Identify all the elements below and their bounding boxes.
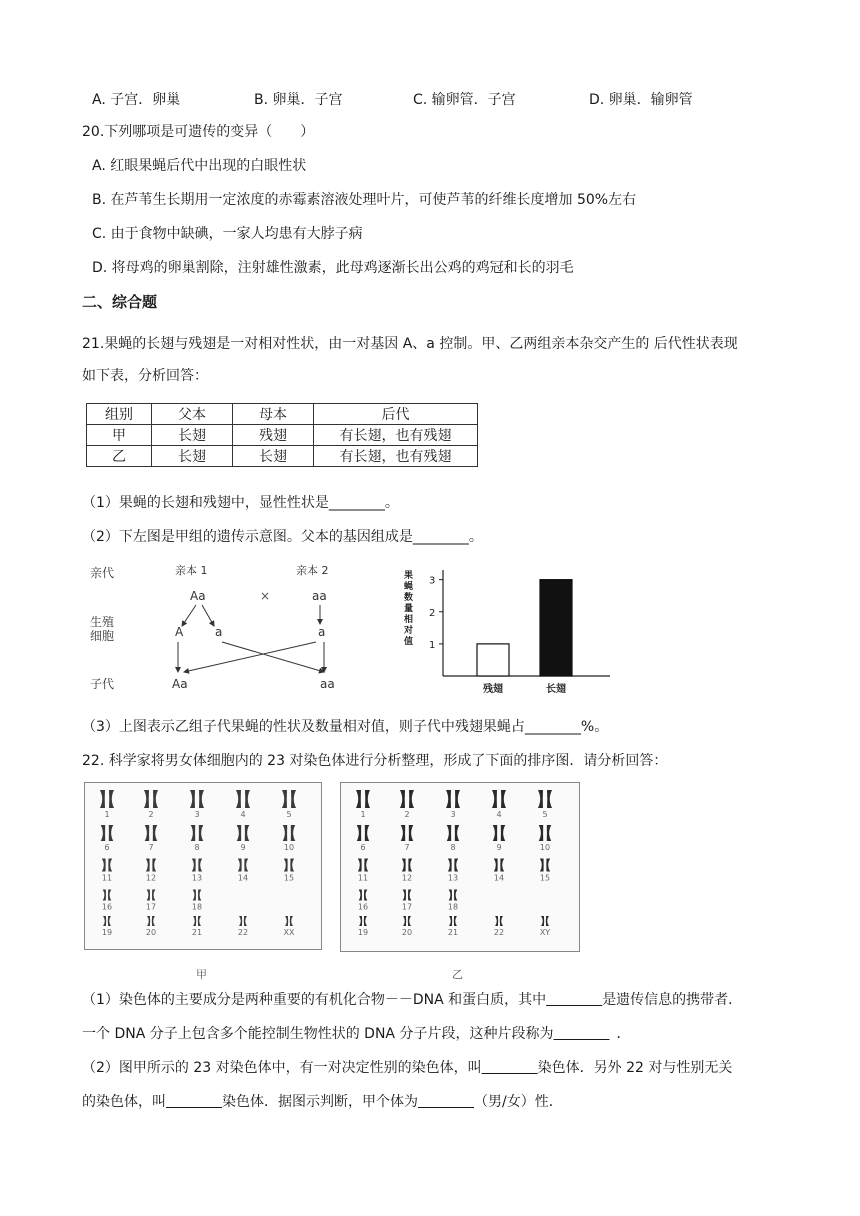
q20-option-b: B. 在芦苇生长期用一定浓度的赤霉素溶液处理叶片，可使芦苇的纤维长度增加 50%左右	[92, 192, 637, 208]
q22-sub1-line1	[82, 990, 742, 1010]
q20-option-a: A. 红眼果蝇后代中出现的白眼性状	[92, 158, 307, 174]
chromosome-pair	[236, 790, 250, 808]
chromosome-pair	[100, 790, 114, 808]
q22-sub2-text-b: 染色体．另外 22 对与性别无关	[537, 1060, 733, 1076]
table-header-row	[87, 404, 478, 425]
chromosome-pair	[402, 859, 412, 872]
gamete-a-1: a	[215, 625, 223, 639]
chromosome-label: 16	[101, 902, 113, 912]
chromosome-pair	[146, 859, 156, 872]
chart-ylabel-char: 果	[404, 571, 414, 581]
chromosome-pair	[193, 890, 202, 901]
chromosome-pair	[282, 790, 296, 808]
table-header-cell: 组别	[87, 404, 152, 425]
chromosome-label: 18	[447, 902, 459, 912]
q22-stem: 22. 科学家将男女体细胞内的 23 对染色体进行分析整理，形成了下面的排序图．请分析回答：	[82, 753, 668, 769]
chromosome-pair	[103, 916, 111, 926]
chromosome-label: 21	[447, 928, 459, 937]
q22-sub2-text-e: （男/女）性．	[474, 1094, 563, 1110]
chromosome-pair	[492, 790, 506, 808]
chromosome-pair	[239, 916, 247, 926]
table-cell: 有长翅，也有残翅	[314, 446, 478, 467]
table-header-cell: 后代	[314, 404, 478, 425]
answer-blank[interactable]	[482, 1060, 538, 1076]
chromosome-pair	[538, 790, 552, 808]
chromosome-pair	[401, 825, 414, 841]
chart-ylabel-char: 量	[404, 604, 414, 614]
chromosome-label: 10	[283, 843, 295, 852]
section-heading: 二、综合题	[82, 293, 158, 311]
chart-ylabel-char: 相	[404, 615, 414, 625]
chromosome-pair	[283, 825, 296, 841]
chromosome-label: 3	[194, 810, 200, 819]
chromosome-label: 13	[447, 873, 459, 883]
q22-sub2-text-d: 染色体．据图示判断，甲个体为	[222, 1094, 418, 1110]
x-category-label: 长翅	[546, 684, 566, 695]
chromosome-label: 18	[191, 902, 203, 912]
chromosome-label: 5	[542, 810, 548, 819]
chart-ylabel-char: 蝇	[404, 582, 414, 592]
chromosome-pair	[285, 916, 293, 926]
chromosome-label: 21	[191, 928, 203, 937]
chromosome-label: 10	[539, 843, 551, 852]
q19-option-a: A. 子宫．卵巢	[92, 92, 181, 108]
chromosome-pair	[446, 790, 460, 808]
gamete-A: A	[175, 625, 184, 639]
answer-blank[interactable]	[553, 1026, 609, 1042]
karyotype-female	[84, 782, 322, 950]
chromosome-label: 2	[404, 810, 410, 819]
chromosome-pair	[359, 916, 367, 926]
chart-ylabel-char: 数	[404, 593, 414, 603]
chromosome-pair	[539, 825, 552, 841]
chromosome-pair	[144, 790, 158, 808]
cross-diagram	[84, 560, 374, 700]
x-category-label: 残翅	[483, 684, 503, 695]
chromosome-label: 9	[240, 843, 246, 852]
chromosome-pair	[359, 890, 368, 901]
q22-sub2-line2	[82, 1092, 563, 1112]
gamete-a-2: a	[318, 625, 326, 639]
q21-stem-line2: 如下表，分析回答：	[82, 368, 208, 384]
table-cell: 长翅	[152, 446, 233, 467]
table-cell: 有长翅，也有残翅	[314, 425, 478, 446]
row-label-gamete-1: 生殖	[90, 615, 115, 629]
chromosome-label: 14	[493, 873, 505, 883]
table-cell: 乙	[87, 446, 152, 467]
chromosome-label: 4	[496, 810, 502, 819]
chromosome-label: 8	[194, 843, 200, 852]
cross-sign: ×	[260, 589, 271, 603]
table-cell: 甲	[87, 425, 152, 446]
offspring-2: aa	[320, 677, 335, 691]
chromosome-pair	[356, 790, 370, 808]
chart-ylabel	[403, 569, 413, 647]
trait-table	[86, 403, 478, 467]
chromosome-pair	[541, 916, 549, 926]
chromosome-label: 15	[283, 873, 295, 883]
q20-option-c: C. 由于食物中缺碘，一家人均患有大脖子病	[92, 226, 363, 242]
chromosome-pair	[192, 859, 202, 872]
chromosome-label: 3	[450, 810, 456, 819]
q22-sub1-text-d: ．	[616, 1026, 631, 1042]
row-label-parent: 亲代	[90, 566, 115, 580]
q22-sub1-text-b: 是遗传信息的携带者．	[602, 992, 743, 1008]
q22-sub2-line1	[82, 1058, 732, 1078]
chromosome-pair	[147, 916, 155, 926]
karyotype-caption-b: 乙	[452, 968, 463, 981]
row-label-gamete-2: 细胞	[90, 629, 115, 643]
bar-long-wing	[540, 580, 572, 676]
q22-sub1-line2	[82, 1024, 630, 1044]
parent1-genotype: Aa	[190, 589, 206, 603]
chromosome-label: 14	[237, 873, 249, 883]
parent2-genotype: aa	[312, 589, 327, 603]
bar-vestigial-wing	[477, 644, 509, 676]
chromosome-pair	[494, 859, 504, 872]
chromosome-label: 12	[145, 873, 157, 883]
chromosome-pair	[147, 890, 156, 901]
q21-stem-line1: 21.果蝇的长翅与残翅是一对相对性状，由一对基因 A、a 控制。甲、乙两组亲本杂交产生的 后代性状表现	[82, 336, 738, 352]
answer-blank[interactable]	[546, 992, 602, 1008]
chromosome-pair	[193, 916, 201, 926]
q19-option-c: C. 输卵管．子宫	[413, 92, 516, 108]
chromosome-label: 4	[240, 810, 246, 819]
chromosome-label: 1	[360, 810, 366, 819]
chromosome-pair	[357, 825, 370, 841]
chromosome-pair	[540, 859, 550, 872]
chromosome-label: 11	[357, 873, 369, 883]
chromosome-label: 5	[286, 810, 292, 819]
chromosome-label: 2	[148, 810, 154, 819]
chromosome-pair	[191, 825, 204, 841]
table-cell: 残翅	[233, 425, 314, 446]
chart-ylabel-char: 值	[404, 637, 414, 647]
chromosome-label: 20	[401, 928, 413, 937]
chromosome-label: 20	[145, 928, 157, 937]
chromosome-pair	[403, 916, 411, 926]
chromosome-label: 9	[496, 843, 502, 852]
chromosome-pair	[103, 890, 112, 901]
parent1-label: 亲本 1	[175, 564, 208, 577]
chromosome-label: XY	[539, 928, 551, 937]
chromosome-pair	[448, 859, 458, 872]
q22-sub2-text-c: 的染色体，叫	[82, 1094, 166, 1110]
chromosome-pair	[145, 825, 158, 841]
chromosome-pair	[190, 790, 204, 808]
chromosome-label: 15	[539, 873, 551, 883]
q20-option-d: D. 将母鸡的卵巢割除，注射雄性激素，此母鸡逐渐长出公鸡的鸡冠和长的羽毛	[92, 260, 574, 276]
chromosome-pair	[495, 916, 503, 926]
chromosome-pair	[237, 825, 250, 841]
chromosome-pair	[493, 825, 506, 841]
parent2-label: 亲本 2	[296, 564, 329, 577]
q21-sub2: （2）下左图是甲组的遗传示意图。父本的基因组成是________。	[82, 529, 483, 545]
chromosome-pair	[101, 825, 114, 841]
chromosome-label: 19	[357, 928, 369, 937]
chromosome-label: 19	[101, 928, 113, 937]
chromosome-pair	[449, 916, 457, 926]
q20-stem: 20.下列哪项是可遗传的变异（ ）	[82, 124, 315, 140]
chromosome-pair	[449, 890, 458, 901]
bar-chart	[398, 566, 618, 696]
chromosome-label: XX	[283, 928, 295, 937]
chromosome-label: 17	[401, 902, 413, 912]
q22-sub2-text-a: （2）图甲所示的 23 对染色体中，有一对决定性别的染色体，叫	[82, 1060, 482, 1076]
chromosome-label: 12	[401, 873, 413, 883]
q22-sub1-text-c: 一个 DNA 分子上包含多个能控制生物性状的 DNA 分子片段，这种片段称为	[82, 1026, 554, 1042]
table-header-cell: 父本	[152, 404, 233, 425]
q21-sub1: （1）果蝇的长翅和残翅中，显性性状是________。	[82, 495, 399, 511]
q21-sub3: （3）上图表示乙组子代果蝇的性状及数量相对值，则子代中残翅果蝇占________%。	[82, 719, 609, 735]
chromosome-label: 16	[357, 902, 369, 912]
chromosome-label: 22	[493, 928, 505, 937]
y-tick-label: 2	[429, 607, 436, 619]
table-row	[87, 446, 478, 467]
chromosome-label: 7	[404, 843, 410, 852]
y-tick-label: 1	[429, 639, 436, 651]
table-cell: 长翅	[233, 446, 314, 467]
chromosome-pair	[403, 890, 412, 901]
chromosome-label: 6	[360, 843, 366, 852]
table-header-cell: 母本	[233, 404, 314, 425]
chromosome-label: 13	[191, 873, 203, 883]
answer-blank[interactable]	[166, 1094, 222, 1110]
answer-blank[interactable]	[418, 1094, 474, 1110]
karyotype-male	[340, 782, 580, 952]
chromosome-pair	[284, 859, 294, 872]
table-cell: 长翅	[152, 425, 233, 446]
offspring-1: Aa	[172, 677, 188, 691]
chromosome-label: 17	[145, 902, 157, 912]
chromosome-pair	[358, 859, 368, 872]
chromosome-label: 11	[101, 873, 113, 883]
chromosome-pair	[400, 790, 414, 808]
karyotype-caption-a: 甲	[196, 968, 207, 981]
chromosome-label: 7	[148, 843, 154, 852]
chromosome-pair	[102, 859, 112, 872]
chromosome-label: 6	[104, 843, 110, 852]
row-label-offspring: 子代	[90, 677, 115, 691]
chart-ylabel-char: 对	[404, 626, 414, 636]
chromosome-pair	[447, 825, 460, 841]
chromosome-label: 22	[237, 928, 249, 937]
chromosome-label: 8	[450, 843, 456, 852]
chromosome-pair	[238, 859, 248, 872]
q22-sub1-text-a: （1）染色体的主要成分是两种重要的有机化合物－－DNA 和蛋白质，其中	[82, 992, 547, 1008]
table-row	[87, 425, 478, 446]
y-tick-label: 3	[429, 575, 436, 587]
q19-option-b: B. 卵巢．子宫	[254, 92, 343, 108]
chromosome-label: 1	[104, 810, 110, 819]
q19-option-d: D. 卵巢．输卵管	[589, 92, 693, 108]
